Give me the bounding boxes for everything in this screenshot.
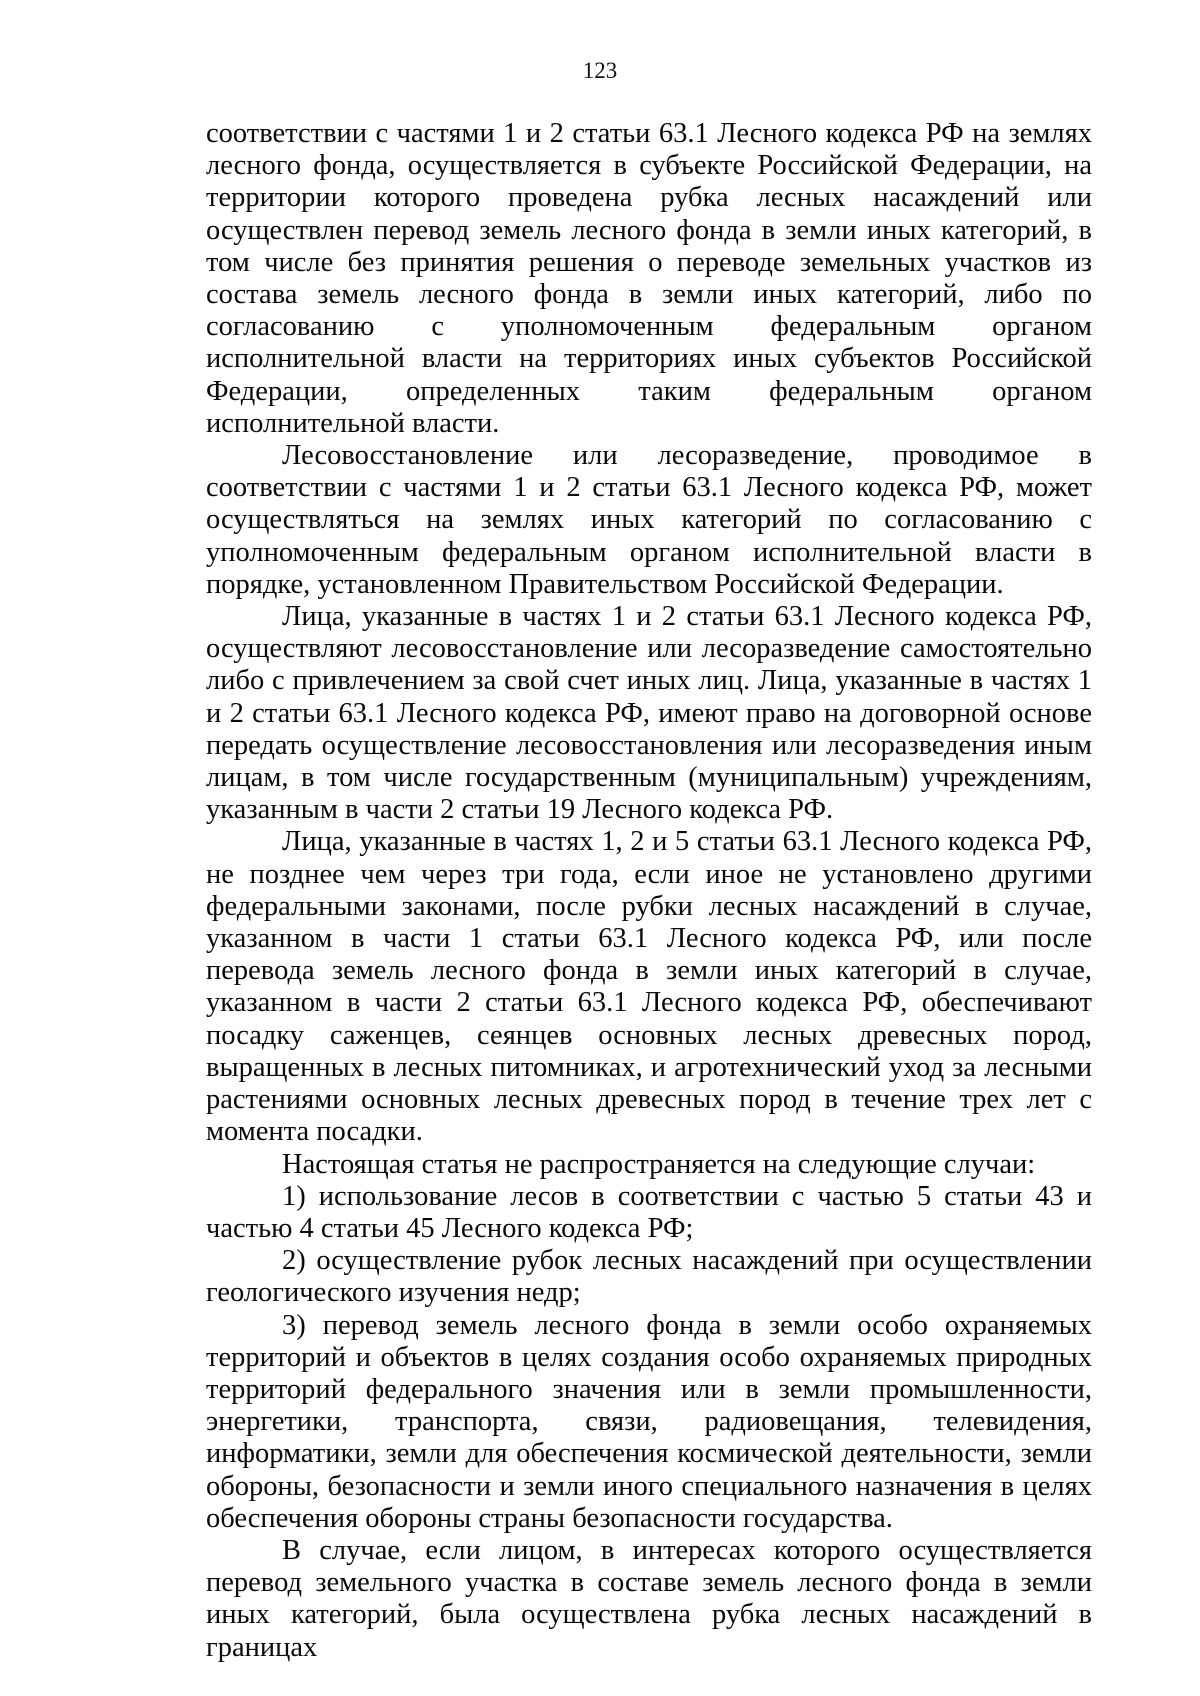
list-item-exception-2: 2) осуществление рубок лесных насаждений при осуществлении геологического изучения недр; [206,1245,1092,1309]
paragraph-planting-obligation: Лица, указанные в частях 1, 2 и 5 статьи 63.1 Лесного кодекса РФ, не позднее чем через три года, если иное не установлено другими федеральными законами, после рубки лесных насаждений в случае, указанном в части 1 статьи 63.1 Лесного кодекса РФ, или после перевода земель лесного фонда в земли иных категорий в случае, указанном в части 2 статьи 63.1 Лесного кодекса РФ, обеспечивают посадку саженцев, сеянцев основных лесных древесных пород, выращенных в лесных питомниках, и агротехнический уход за лесными растениями основных лесных древесных пород в течение трех лет с момента посадки. [206,826,1092,1148]
page-number: 123 [582,58,618,83]
paragraph-exceptions-intro: Настоящая статья не распространяется на следующие случаи: [282,1148,1036,1180]
list-item-exception-1: 1) использование лесов в соответствии с частью 5 статьи 43 и частью 4 статьи 45 Лесного кодекса РФ; [206,1180,1092,1244]
paragraph-final: В случае, если лицом, в интересах которого осуществляется перевод земельного участка в составе земель лесного фонда в земли иных категорий, была осуществлена рубка лесных насаждений в границах [206,1534,1092,1663]
paragraph-continuation: соответствии с частями 1 и 2 статьи 63.1 Лесного кодекса РФ на землях лесного фонда, осуществляется в субъекте Российской Федерации, на территории которого проведена рубка лесных насаждений или осуществлен перевод земель лесного фонда в земли иных категорий, в том числе без принятия решения о переводе земельных участков из состава земель лесного фонда в земли иных категорий, либо по согласованию с уполномоченным федеральным органом исполнительной власти на территориях иных субъектов Российской Федерации, определенных таким федеральным органом исполнительной власти. [206,118,1092,439]
paragraph-reforestation-location: Лесовосстановление или лесоразведение, проводимое в соответствии с частями 1 и 2 статьи 63.1 Лесного кодекса РФ, может осуществляться на землях иных категорий по согласованию с уполномоченным федеральным органом исполнительной власти в порядке, установленном Правительством Российской Федерации. [206,440,1092,600]
document-body [206,118,1092,1664]
paragraph-responsible-persons: Лица, указанные в частях 1 и 2 статьи 63.1 Лесного кодекса РФ, осуществляют лесовосстановление или лесоразведение самостоятельно либо с привлечением за свой счет иных лиц. Лица, указанные в частях 1 и 2 статьи 63.1 Лесного кодекса РФ, имеют право на договорной основе передать осуществление лесовосстановления или лесоразведения иным лицам, в том числе государственным (муниципальным) учреждениям, указанным в части 2 статьи 19 Лесного кодекса РФ. [206,601,1092,826]
list-item-exception-3: 3) перевод земель лесного фонда в земли особо охраняемых территорий и объектов в целях создания особо охраняемых природных территорий федерального значения или в земли промышленности, энергетики, транспорта, связи, радиовещания, телевидения, информатики, земли для обеспечения космической деятельности, земли обороны, безопасности и земли иного специального назначения в целях обеспечения обороны страны безопасности государства. [206,1309,1092,1534]
